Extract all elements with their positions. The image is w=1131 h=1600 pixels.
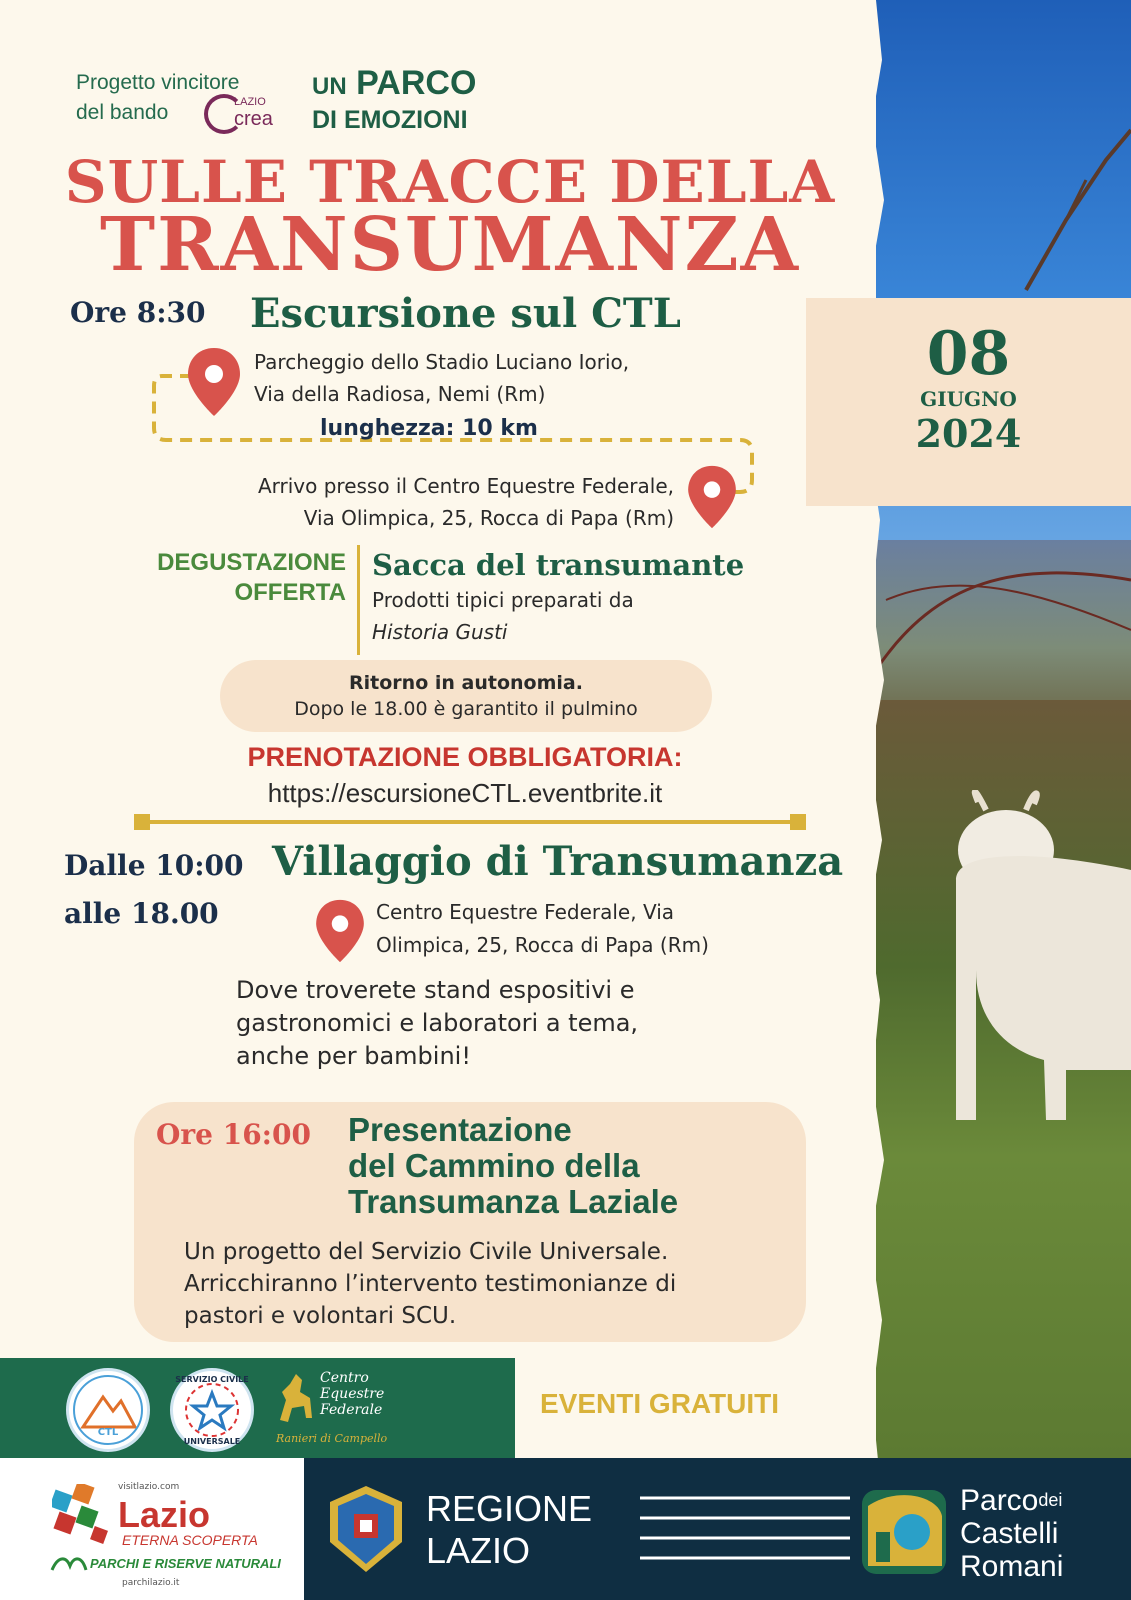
- presentation-desc-line-2: Arricchiranno l’intervento testimonianze di: [184, 1271, 677, 1297]
- free-events-label: EVENTI GRATUITI: [540, 1388, 780, 1419]
- ctl-text: CTL: [97, 1427, 119, 1438]
- tasting-label-line-1: DEGUSTAZIONE: [157, 549, 346, 576]
- village-title: Villaggio di Transumanza: [272, 838, 844, 885]
- cow: [916, 790, 1131, 1140]
- tasting-desc: [372, 584, 634, 648]
- scu-text-top: SERVIZIO CIVILE: [175, 1375, 249, 1384]
- lazio-crea-logo: [204, 92, 290, 140]
- castelli-word: Castelli: [960, 1517, 1059, 1550]
- cef-line-3: Federale: [320, 1402, 383, 1418]
- return-line-2: Dopo le 18.00 è garantito il pulmino: [294, 698, 638, 720]
- village-time: [64, 842, 244, 938]
- visitlazio-site: visitlazio.com: [118, 1482, 180, 1492]
- location-pin-icon: [684, 464, 740, 530]
- lazio-crea-big: crea: [234, 108, 273, 130]
- parco-word: Parco: [960, 1484, 1039, 1517]
- date-box: [806, 298, 1131, 506]
- village-address-line-2: Olimpica, 25, Rocca di Papa (Rm): [376, 933, 709, 957]
- village-desc-line-2: gastronomici e laboratori a tema,: [236, 1009, 639, 1037]
- excursion-title: Escursione sul CTL: [250, 290, 681, 337]
- village-address-line-1: Centro Equestre Federale, Via: [376, 900, 675, 924]
- presentation-time: Ore 16:00: [156, 1118, 311, 1151]
- tasting-label-line-2: OFFERTA: [234, 579, 346, 606]
- main-title-line-1: SULLE TRACCE DELLA: [64, 148, 836, 216]
- return-line-1: Ritorno in autonomia.: [349, 672, 583, 694]
- ctl-logo: [66, 1368, 150, 1452]
- start-address-line-1: Parcheggio dello Stadio Luciano Iorio,: [254, 350, 630, 374]
- regione-lazio: [426, 1488, 592, 1572]
- route-length: lunghezza: 10 km: [320, 416, 538, 441]
- start-address: [254, 346, 629, 410]
- village-time-line-1: Dalle 10:00: [64, 849, 244, 882]
- village-desc-line-1: Dove troverete stand espositivi e: [236, 976, 635, 1004]
- location-pin-icon: [312, 898, 368, 964]
- tasting-desc-line-1: Prodotti tipici preparati da: [372, 588, 634, 612]
- cef-name: [320, 1370, 410, 1418]
- tasting-desc-line-2: Historia Gusti: [372, 620, 508, 644]
- arrival-address-line-2: Via Olimpica, 25, Rocca di Papa (Rm): [303, 506, 674, 530]
- presentation-description: [184, 1236, 676, 1332]
- campaign-name: [312, 64, 476, 134]
- cef-line-2: Equestre: [320, 1386, 385, 1402]
- booking-label: PRENOTAZIONE OBBLIGATORIA:: [247, 742, 683, 772]
- presentation-title-line-2: del Cammino della: [348, 1147, 640, 1184]
- parchilazio-site: parchilazio.it: [122, 1578, 180, 1588]
- dei-word: dei: [1038, 1490, 1063, 1510]
- village-address: [376, 896, 709, 962]
- booking-link[interactable]: https://escursioneCTL.eventbrite.it: [267, 778, 663, 808]
- date-year: 2024: [915, 411, 1022, 456]
- village-desc-line-3: anche per bambini!: [236, 1042, 471, 1070]
- cef-subtitle: Ranieri di Campello: [276, 1432, 388, 1445]
- landscape-photo: [876, 0, 1131, 1460]
- divider-end-right: [790, 814, 806, 830]
- regione-lazio-emblem-icon: [326, 1484, 406, 1574]
- campaign-un: UN: [312, 73, 347, 100]
- date-month: GIUGNO: [920, 387, 1017, 411]
- campaign-line-2: DI EMOZIONI: [312, 106, 468, 134]
- winner-line-1: Progetto vincitore: [76, 71, 240, 94]
- return-info: [220, 660, 712, 732]
- parco-castelli-romani: [960, 1484, 1063, 1583]
- lazio-tiles-icon: [52, 1484, 116, 1548]
- regione-line-2: LAZIO: [426, 1530, 531, 1571]
- scu-text-bottom: UNIVERSALE: [183, 1437, 241, 1446]
- start-address-line-2: Via della Radiosa, Nemi (Rm): [254, 382, 546, 406]
- presentation-title-line-1: Presentazione: [348, 1111, 572, 1148]
- tasting-label: [100, 548, 346, 608]
- presentation-desc-line-3: pastori e volontari SCU.: [184, 1303, 457, 1329]
- torn-paper-edge: [858, 0, 898, 1460]
- section-divider: [140, 820, 800, 824]
- arrival-address: [184, 470, 674, 534]
- parchi-riserve: PARCHI E RISERVE NATURALI: [90, 1556, 281, 1571]
- location-pin-icon: [184, 346, 244, 418]
- scu-logo: [170, 1368, 254, 1452]
- lazio-crea-small: LAZIO: [234, 96, 266, 108]
- village-time-line-2: alle 18.00: [64, 897, 219, 930]
- excursion-time: Ore 8:30: [70, 296, 206, 329]
- romani-word: Romani: [960, 1550, 1064, 1583]
- campaign-parco: PARCO: [356, 64, 477, 102]
- lazio-wordmark: Lazio: [118, 1494, 211, 1535]
- presentation-desc-line-1: Un progetto del Servizio Civile Universale.: [184, 1239, 669, 1265]
- thorn-branch: [876, 540, 1131, 740]
- parco-castelli-logo-icon: [858, 1486, 950, 1578]
- footer-decor-lines: [640, 1492, 850, 1562]
- village-description: [236, 974, 638, 1073]
- date-day: 08: [926, 319, 1011, 389]
- winner-line-2: del bando: [76, 101, 169, 124]
- cef-logo: [276, 1366, 406, 1452]
- horse-rider-icon: [276, 1370, 316, 1426]
- tasting-divider: [357, 545, 360, 655]
- regione-line-1: REGIONE: [426, 1488, 593, 1529]
- cef-line-1: Centro: [320, 1370, 369, 1386]
- eterna-scoperta: ETERNA SCOPERTA: [122, 1532, 258, 1548]
- presentation-title-line-3: Transumanza Laziale: [348, 1183, 679, 1220]
- arrival-address-line-1: Arrivo presso il Centro Equestre Federale,: [257, 474, 674, 498]
- tasting-title: Sacca del transumante: [372, 548, 745, 582]
- presentation-title: [348, 1112, 678, 1220]
- main-title-line-2: TRANSUMANZA: [100, 202, 800, 288]
- parchi-ornament-icon: [50, 1552, 88, 1574]
